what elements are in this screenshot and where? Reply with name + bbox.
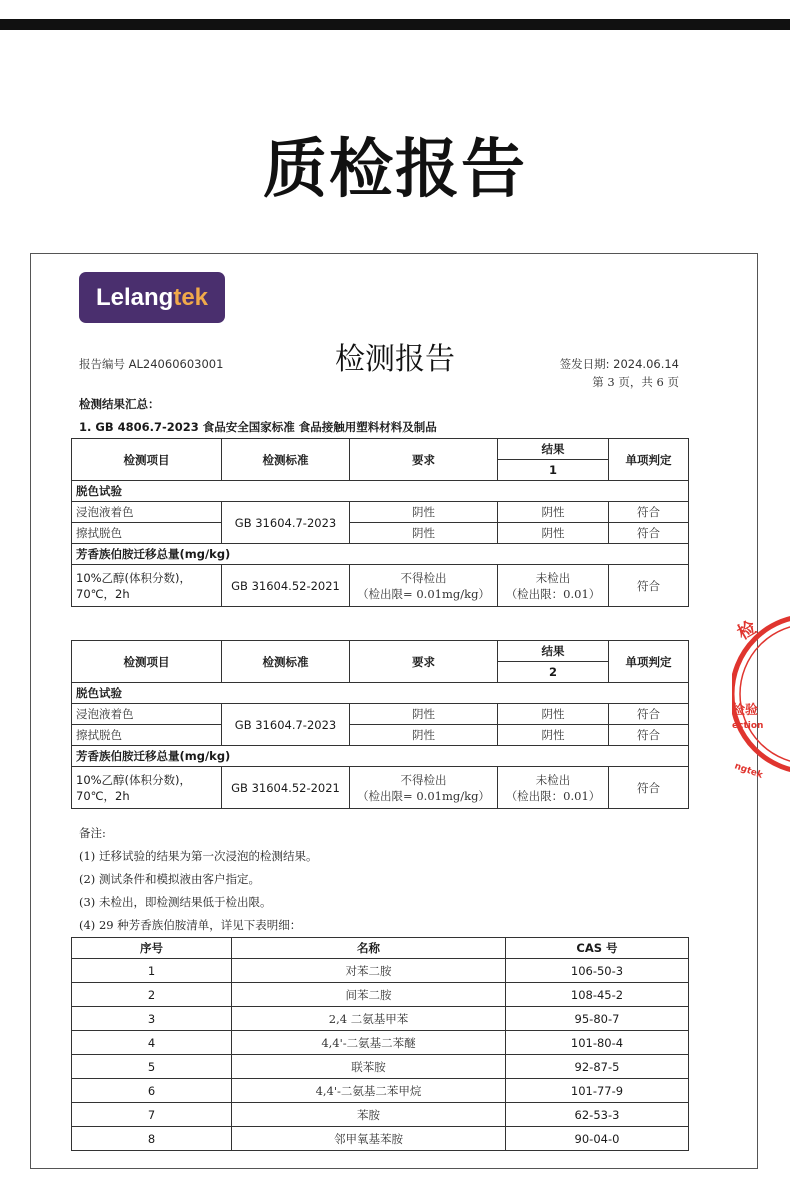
header-item: 检测项目 [72,439,222,481]
item-line: 10%乙醇(体积分数)， [76,772,192,787]
result-line: （检出限：0.01） [505,788,601,803]
row-cas: 106-50-3 [506,959,689,983]
judgement: 符合 [609,523,689,544]
row-name: 4,4'-二氨基二苯甲烷 [232,1079,506,1103]
row-name: 2,4 二氨基甲苯 [232,1007,506,1031]
test-item: 擦拭脱色 [72,523,222,544]
item-line: 70℃，2h [76,586,130,601]
requirement: 阴性 [350,523,498,544]
note-item: (4) 29 种芳香族伯胺清单，详见下表明细： [79,918,302,932]
header-name: 名称 [232,938,506,959]
header-judgement: 单项判定 [609,641,689,683]
seal-text: 检 [734,617,761,645]
judgement: 符合 [609,767,689,809]
row-no: 8 [72,1127,232,1151]
page-number: 第 3 页，共 6 页 [592,375,679,389]
notes-label: 备注: [79,826,106,840]
standard-line: 1. GB 4806.7-2023 食品安全国家标准 食品接触用塑料材料及制品 [79,420,437,434]
row-no: 1 [72,959,232,983]
judgement: 符合 [609,502,689,523]
result-line: （检出限：0.01） [505,586,601,601]
report-title: 检测报告 [335,342,455,377]
test-item: 浸泡液着色 [72,502,222,523]
results-table-1 [71,438,689,607]
row-no: 5 [72,1055,232,1079]
header-result: 结果 [498,641,609,662]
row-cas: 62-53-3 [506,1103,689,1127]
section-title: 脱色试验 [72,481,689,502]
test-item: 擦拭脱色 [72,725,222,746]
header-item: 检测项目 [72,641,222,683]
requirement-line: （检出限= 0.01mg/kg） [357,788,490,803]
row-no: 4 [72,1031,232,1055]
table-row [72,1127,689,1151]
row-name: 邻甲氧基苯胺 [232,1127,506,1151]
note-item: (1) 迁移试验的结果为第一次浸泡的检测结果。 [79,849,318,863]
test-item [72,565,222,607]
row-no: 6 [72,1079,232,1103]
table-row [72,1031,689,1055]
header-result: 结果 [498,439,609,460]
seal-text: ection [732,721,764,731]
result: 阴性 [498,523,609,544]
result: 阴性 [498,502,609,523]
header-judgement: 单项判定 [609,439,689,481]
table-row [72,1103,689,1127]
judgement: 符合 [609,725,689,746]
item-line: 70℃，2h [76,788,130,803]
row-cas: 108-45-2 [506,983,689,1007]
report-number: 报告编号 AL24060603001 [79,357,224,371]
result-line: 未检出 [535,772,571,787]
result: 阴性 [498,725,609,746]
row-cas: 101-80-4 [506,1031,689,1055]
test-item [72,767,222,809]
seal-text: ngtek [732,761,764,781]
amine-list-table [71,937,689,1151]
requirement-line: （检出限= 0.01mg/kg） [357,586,490,601]
requirement [350,767,498,809]
row-name: 苯胺 [232,1103,506,1127]
logo-text-main: Lelang [95,283,174,311]
result [498,565,609,607]
row-name: 间苯二胺 [232,983,506,1007]
issue-date: 签发日期: 2024.06.14 [559,357,679,371]
header-sample-no: 2 [498,662,609,683]
requirement [350,565,498,607]
table-row [72,983,689,1007]
company-logo [79,272,225,323]
row-cas: 92-87-5 [506,1055,689,1079]
note-item: (2) 测试条件和模拟液由客户指定。 [79,872,260,886]
test-standard: GB 31604.7-2023 [222,704,350,746]
section-title: 脱色试验 [72,683,689,704]
row-name: 联苯胺 [232,1055,506,1079]
header-requirement: 要求 [350,439,498,481]
result-line: 未检出 [535,570,571,585]
result [498,767,609,809]
row-cas: 101-77-9 [506,1079,689,1103]
section-title: 芳香族伯胺迁移总量(mg/kg) [72,544,689,565]
test-item: 浸泡液着色 [72,704,222,725]
requirement-line: 不得检出 [400,570,447,585]
requirement: 阴性 [350,502,498,523]
top-rule [0,19,790,30]
judgement: 符合 [609,704,689,725]
table-row [72,959,689,983]
logo-text-accent: tek [173,283,209,311]
row-name: 4,4'-二氨基二苯醚 [232,1031,506,1055]
section-title: 芳香族伯胺迁移总量(mg/kg) [72,746,689,767]
header-cas: CAS 号 [506,938,689,959]
summary-label: 检测结果汇总： [79,397,160,411]
header-no: 序号 [72,938,232,959]
result: 阴性 [498,704,609,725]
header-sample-no: 1 [498,460,609,481]
notes [79,822,317,937]
results-table-2 [71,640,689,809]
table-row [72,1007,689,1031]
requirement-line: 不得检出 [400,772,447,787]
table-row [72,1055,689,1079]
note-item: (3) 未检出，即检测结果低于检出限。 [79,895,272,909]
hero-title: 质检报告 [263,133,527,207]
judgement: 符合 [609,565,689,607]
row-no: 3 [72,1007,232,1031]
requirement: 阴性 [350,704,498,725]
table-row [72,1079,689,1103]
row-cas: 90-04-0 [506,1127,689,1151]
item-line: 10%乙醇(体积分数)， [76,570,192,585]
test-standard: GB 31604.7-2023 [222,502,350,544]
requirement: 阴性 [350,725,498,746]
report-document [30,253,758,1169]
seal-text: 检验 [732,703,759,718]
inspection-seal [732,602,790,802]
test-standard: GB 31604.52-2021 [222,767,350,809]
row-no: 2 [72,983,232,1007]
header-standard: 检测标准 [222,641,350,683]
row-no: 7 [72,1103,232,1127]
header-standard: 检测标准 [222,439,350,481]
header-requirement: 要求 [350,641,498,683]
row-name: 对苯二胺 [232,959,506,983]
test-standard: GB 31604.52-2021 [222,565,350,607]
row-cas: 95-80-7 [506,1007,689,1031]
